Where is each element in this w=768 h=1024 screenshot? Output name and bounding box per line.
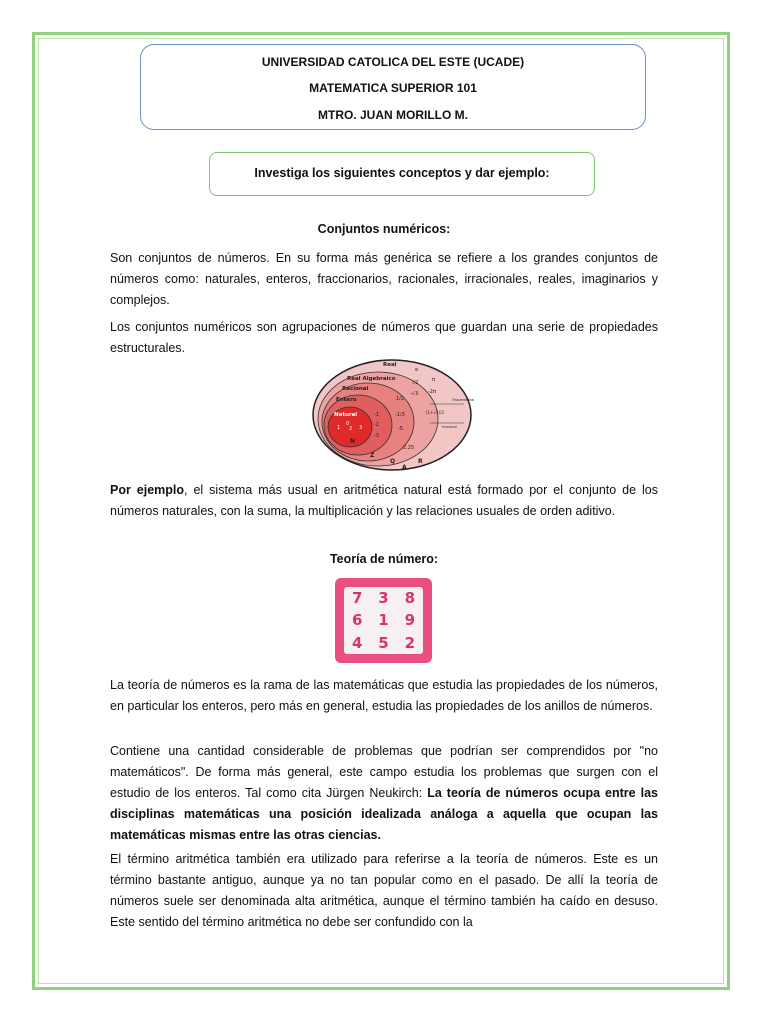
svg-text:3: 3 <box>359 425 363 431</box>
label-real: Real <box>383 362 397 368</box>
svg-text:(1+√5)/2: (1+√5)/2 <box>426 410 445 415</box>
paragraph-5-plain: Contiene una cantidad considerable de problemas que podrían ser comprendidos por "no matemáticos". De forma más general, este campo estudia los problemas que surgen con el estudio de los enteros. Tal como cita Jürgen Neukirch: <box>110 744 658 800</box>
paragraph-6: El término aritmética también era utilizado para referirse a la teoría de números. Este es un término bastante antiguo, aunque ya no tan popular como en el pasado. De allí la teoría de números suele ser denominada alta aritmética, aunque el término también ha caído en desuso. Este sentido del término aritmética no debe ser confundido con la <box>110 852 658 929</box>
svg-text:-5: -5 <box>398 426 403 432</box>
label-irracional: Irracional <box>442 425 457 429</box>
heading-conjuntos: Conjuntos numéricos: <box>317 222 451 236</box>
svg-text:-1: -1 <box>374 412 379 418</box>
label-trascendental: Trascendental <box>452 398 475 402</box>
svg-text:1: 1 <box>337 425 341 431</box>
paragraph-1: Son conjuntos de números. En su forma más genérica se refiere a los grandes conjuntos de números como: naturales, enteros, fraccionarios, racionales, irracionales, reales, imaginarios y complejos. <box>110 251 658 307</box>
paragraph-4: La teoría de números es la rama de las matemáticas que estudia las propiedades de los números, en particular los enteros, pero más en general, estudia las propiedades de los anillos de números. <box>110 678 658 713</box>
paragraph-3 <box>110 480 658 522</box>
label-natural: Natural <box>334 412 358 418</box>
university-name: UNIVERSIDAD CATOLICA DEL ESTE (UCADE) <box>261 55 525 69</box>
letter-n: N <box>350 438 356 445</box>
svg-text:-√3: -√3 <box>410 391 419 397</box>
svg-text:-3: -3 <box>374 433 379 439</box>
number-sets-venn-diagram <box>312 359 475 471</box>
heading-teoria: Teoría de número: <box>329 552 439 566</box>
header-box <box>140 44 646 130</box>
paragraph-5 <box>110 741 658 846</box>
svg-text:-1/3: -1/3 <box>395 412 405 418</box>
paragraph-2: Los conjuntos numéricos son agrupaciones de números que guardan una serie de propiedades estructurales. <box>110 320 658 355</box>
task-box: Investiga los siguientes conceptos y dar ejemplo: <box>209 152 595 196</box>
svg-text:1/2: 1/2 <box>396 396 405 402</box>
paragraph-3-rest: , el sistema más usual en aritmética natural está formado por el conjunto de los números naturales, con la suma, la multiplicación y las relaciones usuales de orden aditivo. <box>110 483 658 518</box>
letter-z: Z <box>370 452 375 459</box>
svg-text:2: 2 <box>349 426 353 432</box>
course-name: MATEMATICA SUPERIOR 101 <box>309 81 477 95</box>
letter-r: R <box>418 458 423 465</box>
svg-text:π: π <box>432 377 436 383</box>
svg-text:√2: √2 <box>412 380 419 386</box>
paragraph-3-bold: Por ejemplo <box>110 483 185 497</box>
magic-square-image: 7 3 8 6 1 9 4 5 2 <box>335 578 432 663</box>
teacher-name: MTRO. JUAN MORILLO M. <box>318 108 468 122</box>
svg-text:2.25: 2.25 <box>403 445 415 451</box>
label-racional: Racional <box>342 386 369 392</box>
label-real-algebraico: Real Algebraico <box>347 376 396 382</box>
letter-a: A <box>402 464 407 471</box>
svg-text:e: e <box>415 367 419 373</box>
svg-text:0: 0 <box>346 421 350 427</box>
paragraph-5-quote: La teoría de números ocupa entre las disciplinas matemáticas una posición idealizada análoga a aquella que ocupan las matemáticas mismas entre las otras ciencias. <box>110 786 658 842</box>
label-entero: Entero <box>336 397 357 403</box>
letter-q: Q <box>390 458 396 465</box>
svg-text:-2π: -2π <box>428 389 436 395</box>
svg-text:-2: -2 <box>374 422 379 428</box>
